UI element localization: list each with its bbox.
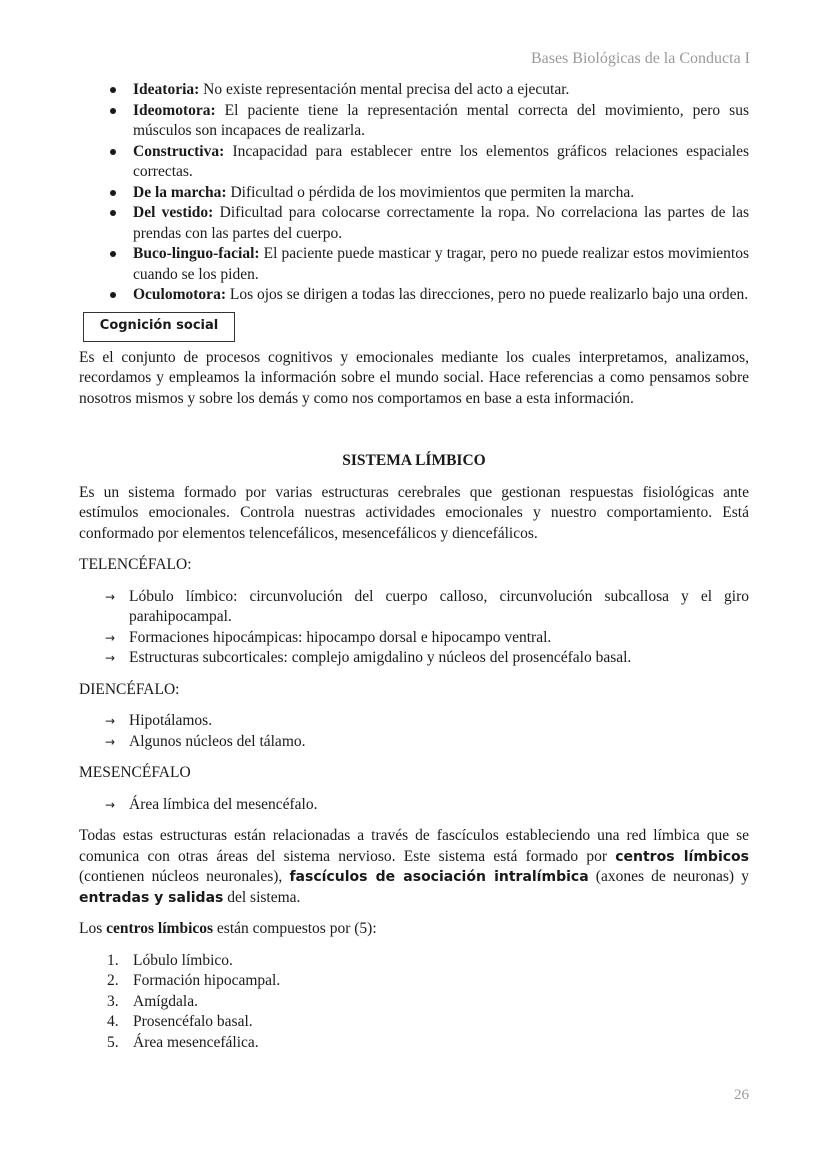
arrow-right-icon: →	[105, 734, 116, 749]
list-item: 2. Formación hipocampal.	[79, 971, 749, 992]
arrow-right-icon: →	[105, 714, 116, 728]
term: Ideatoria:	[133, 81, 200, 98]
list-item: 5. Área mesencefálica.	[79, 1033, 749, 1054]
list-number: 2.	[107, 972, 119, 989]
bullet-icon	[110, 292, 116, 298]
list-number: 1.	[107, 951, 119, 969]
limbic-intro: Es un sistema formado por varias estructuras cerebrales que gestionan respuestas fisiológicas ante estímulos emocionales. Controla nuestras actividades emocionales y nuestro comportamiento. Está conformado por elementos telencefálicos, mesencefálicos y diencefálicos.	[79, 483, 749, 542]
telencefalo-label: TELENCÉFALO:	[79, 556, 192, 573]
apraxia-list	[79, 80, 749, 306]
page-content	[79, 80, 749, 1053]
list-item	[79, 142, 749, 183]
definition: Dificultad o pérdida de los movimientos que permiten la marcha.	[226, 183, 635, 201]
term: Buco-linguo-facial:	[133, 245, 260, 262]
list-item: 3. Amígdala.	[79, 992, 749, 1013]
list-item: 1. Lóbulo límbico.	[79, 951, 749, 972]
network-paragraph: Todas estas estructuras están relacionadas a través de fascículos estableciendo una red límbica que se comunica con otras áreas del sistema nervioso. Este sistema está formado por centros límbicos (contienen núcleos neuronales), fascículos de asociación intralímbica (axones de neuronas) y entradas y salidas del sistema.	[79, 827, 750, 906]
arrow-right-icon: →	[105, 797, 116, 812]
definition: El paciente puede masticar y tragar, pero no puede realizar estos movimientos cuando se los piden.	[133, 245, 749, 283]
term: De la marcha:	[133, 183, 227, 201]
cognicion-social-box: Cognición social	[83, 312, 235, 342]
list-number: 3.	[107, 992, 119, 1010]
diencefalo-label: DIENCÉFALO:	[79, 680, 180, 698]
bullet-icon	[110, 251, 116, 257]
term: Ideomotora:	[133, 101, 216, 119]
definition: Los ojos se dirigen a todas las direcciones, pero no puede realizarlo bajo una orden.	[225, 286, 749, 303]
list-number: 5.	[107, 1033, 119, 1051]
mesencefalo-label: MESENCÉFALO	[79, 764, 191, 781]
bullet-icon	[110, 190, 116, 196]
telencefalo-list	[79, 587, 749, 669]
term: Oculomotora:	[133, 286, 226, 303]
mesencefalo-list	[79, 795, 749, 816]
list-item	[79, 203, 749, 244]
bullet-icon	[110, 87, 116, 93]
list-item: → Hipotálamos.	[79, 711, 749, 732]
list-item: → Formaciones hipocámpicas: hipocampo dorsal e hipocampo ventral.	[79, 628, 749, 649]
running-header: Bases Biológicas de la Conducta I	[530, 50, 750, 67]
bullet-icon	[110, 210, 116, 216]
arrow-right-icon: →	[105, 589, 116, 604]
centros-list	[79, 951, 749, 1054]
list-item	[79, 244, 749, 285]
definition: No existe representación mental precisa del acto a ejecutar.	[199, 81, 570, 98]
term: Del vestido:	[133, 204, 214, 221]
definition: Dificultad para colocarse correctamente la ropa. No correlaciona las partes de las prendas con las partes del cuerpo.	[133, 204, 749, 242]
section-title: SISTEMA LÍMBICO	[342, 452, 486, 469]
list-item	[79, 183, 749, 204]
list-item	[79, 80, 749, 101]
term: Constructiva:	[133, 142, 225, 160]
list-item: 4. Prosencéfalo basal.	[79, 1012, 749, 1033]
arrow-right-icon: →	[105, 651, 116, 665]
bullet-icon	[110, 108, 116, 114]
list-item	[79, 101, 749, 142]
definition: Incapacidad para establecer entre los elementos gráficos relaciones espaciales correctas.	[133, 142, 749, 180]
arrow-right-icon: →	[105, 630, 116, 645]
bullet-icon	[110, 149, 116, 155]
diencefalo-list	[79, 711, 749, 752]
list-item: → Lóbulo límbico: circunvolución del cuerpo calloso, circunvolución subcallosa y el giro parahipocampal.	[105, 587, 749, 625]
definition: El paciente tiene la representación mental correcta del movimiento, pero sus músculos son incapaces de realizarla.	[133, 101, 749, 139]
list-item: → Algunos núcleos del tálamo.	[79, 732, 749, 753]
centros-paragraph: Los centros límbicos están compuestos por (5):	[79, 920, 377, 937]
list-number: 4.	[107, 1013, 119, 1030]
page-number: 26	[734, 1087, 749, 1103]
list-item: → Estructuras subcorticales: complejo amigdalino y núcleos del prosencéfalo basal.	[79, 648, 749, 669]
list-item	[79, 285, 749, 306]
social-paragraph: Es el conjunto de procesos cognitivos y emocionales mediante los cuales interpretamos, analizamos, recordamos y empleamos la información sobre el mundo social. Hace referencias a como pensamos sobre nosotros mismos y sobre los demás y como nos comportamos en base a esta información.	[79, 348, 749, 407]
list-item: → Área límbica del mesencéfalo.	[79, 795, 749, 816]
